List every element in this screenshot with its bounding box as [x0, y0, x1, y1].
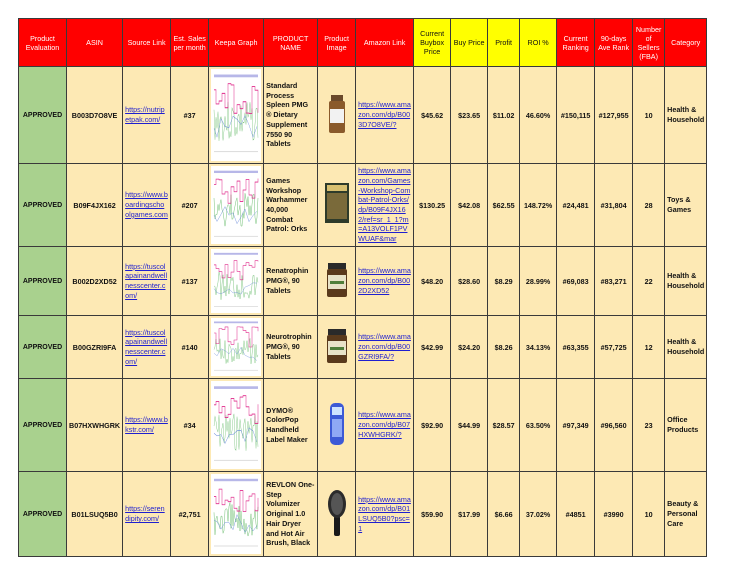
- header-product-name[interactable]: PRODUCT NAME: [264, 19, 318, 67]
- product-image-cell[interactable]: [318, 247, 356, 316]
- asin-cell[interactable]: B00GZRI9FA: [67, 316, 123, 379]
- header-product-image[interactable]: Product Image: [318, 19, 356, 67]
- avg-rank-cell[interactable]: #127,955: [595, 67, 633, 164]
- table-row: [19, 379, 707, 472]
- header-roi[interactable]: ROI %: [520, 19, 557, 67]
- current-ranking-cell[interactable]: #97,349: [557, 379, 595, 472]
- roi-cell[interactable]: 34.13%: [520, 316, 557, 379]
- amazon-link-cell[interactable]: [356, 379, 414, 472]
- source-link[interactable]: https://tuscolapainandwellnesscenter.com/: [125, 327, 168, 366]
- profit-cell[interactable]: $8.29: [488, 247, 520, 316]
- current-ranking-cell[interactable]: #63,355: [557, 316, 595, 379]
- source-link[interactable]: https://www.boardingschoolgames.com: [125, 190, 168, 219]
- sellers-cell[interactable]: 10: [633, 67, 665, 164]
- current-ranking-cell[interactable]: #24,481: [557, 164, 595, 247]
- avg-rank-cell[interactable]: #3990: [595, 472, 633, 557]
- evaluation-cell[interactable]: APPROVED: [19, 316, 67, 379]
- evaluation-cell[interactable]: APPROVED: [19, 164, 67, 247]
- product-image-cell[interactable]: [318, 67, 356, 164]
- profit-cell[interactable]: $62.55: [488, 164, 520, 247]
- asin-cell[interactable]: B07HXWHGRK: [67, 379, 123, 472]
- evaluation-cell[interactable]: APPROVED: [19, 379, 67, 472]
- keepa-graph-image: [211, 474, 261, 554]
- amazon-link[interactable]: https://www.amazon.com/dp/B003D7O8VE/?: [358, 100, 411, 129]
- supplement-bottle-icon: [322, 89, 352, 139]
- category-cell[interactable]: Office Products: [665, 379, 707, 472]
- sellers-cell[interactable]: 28: [633, 164, 665, 247]
- asin-cell[interactable]: B002D2XD52: [67, 247, 123, 316]
- table-row: [19, 472, 707, 557]
- source-link-cell[interactable]: [123, 316, 171, 379]
- table-row: [19, 316, 707, 379]
- est-sales-cell[interactable]: #140: [171, 316, 209, 379]
- keepa-graph-cell[interactable]: [209, 67, 264, 164]
- header-est-sales[interactable]: Est. Sales per month: [171, 19, 209, 67]
- keepa-graph-image: [211, 318, 261, 376]
- buybox-price-cell[interactable]: $59.90: [414, 472, 451, 557]
- label-maker-icon: [322, 399, 352, 449]
- roi-cell[interactable]: 148.72%: [520, 164, 557, 247]
- evaluation-cell[interactable]: APPROVED: [19, 472, 67, 557]
- buybox-price-cell[interactable]: $130.25: [414, 164, 451, 247]
- header-row: [19, 19, 707, 67]
- roi-cell[interactable]: 28.99%: [520, 247, 557, 316]
- sellers-cell[interactable]: 12: [633, 316, 665, 379]
- product-image-cell[interactable]: [318, 164, 356, 247]
- buy-price-cell[interactable]: $17.99: [451, 472, 488, 557]
- current-ranking-cell[interactable]: #4851: [557, 472, 595, 557]
- asin-cell[interactable]: B003D7O8VE: [67, 67, 123, 164]
- table-row: [19, 67, 707, 164]
- header-keepa-graph[interactable]: Keepa Graph: [209, 19, 264, 67]
- product-name-cell[interactable]: Games Workshop Warhammer 40,000 Combat Patrol: Orks: [264, 164, 318, 247]
- buy-price-cell[interactable]: $44.99: [451, 379, 488, 472]
- keepa-graph-cell[interactable]: [209, 316, 264, 379]
- source-link[interactable]: https://nutripetpak.com/: [125, 105, 165, 124]
- product-name-cell[interactable]: REVLON One-Step Volumizer Original 1.0 Hair Dryer and Hot Air Brush, Black: [264, 472, 318, 557]
- current-ranking-cell[interactable]: #150,115: [557, 67, 595, 164]
- buy-price-cell[interactable]: $28.60: [451, 247, 488, 316]
- est-sales-cell[interactable]: #2,751: [171, 472, 209, 557]
- amazon-link-cell[interactable]: [356, 247, 414, 316]
- keepa-graph-cell[interactable]: [209, 472, 264, 557]
- amazon-link-cell[interactable]: [356, 164, 414, 247]
- buy-price-cell[interactable]: $42.08: [451, 164, 488, 247]
- source-link-cell[interactable]: [123, 379, 171, 472]
- evaluation-cell[interactable]: APPROVED: [19, 247, 67, 316]
- table-row: [19, 247, 707, 316]
- amazon-link[interactable]: https://www.amazon.com/dp/B07HXWHGRK/?: [358, 410, 411, 439]
- category-cell[interactable]: Health & Household: [665, 67, 707, 164]
- keepa-graph-image: [211, 69, 261, 161]
- asin-cell[interactable]: B09F4JX162: [67, 164, 123, 247]
- buybox-price-cell[interactable]: $42.99: [414, 316, 451, 379]
- game-box-icon: [322, 179, 352, 229]
- profit-cell[interactable]: $6.66: [488, 472, 520, 557]
- source-link-cell[interactable]: [123, 164, 171, 247]
- roi-cell[interactable]: 37.02%: [520, 472, 557, 557]
- header-current-ranking[interactable]: Current Ranking: [557, 19, 595, 67]
- header-product-evaluation[interactable]: Product Evaluation: [19, 19, 67, 67]
- category-cell[interactable]: Health & Household: [665, 316, 707, 379]
- category-cell[interactable]: Beauty & Personal Care: [665, 472, 707, 557]
- source-link-cell[interactable]: [123, 472, 171, 557]
- amazon-link[interactable]: https://www.amazon.com/Games-Workshop-Combat-Patrol-Orks/dp/B09F4JX162/ref=sr_1_1?m=A13VOLF1PVWUAF&mar: [358, 166, 411, 244]
- evaluation-cell[interactable]: APPROVED: [19, 67, 67, 164]
- table-row: [19, 164, 707, 247]
- avg-rank-cell[interactable]: #57,725: [595, 316, 633, 379]
- est-sales-cell[interactable]: #137: [171, 247, 209, 316]
- buy-price-cell[interactable]: $24.20: [451, 316, 488, 379]
- avg-rank-cell[interactable]: #31,804: [595, 164, 633, 247]
- source-link[interactable]: https://tuscolapainandwellnesscenter.com/: [125, 261, 168, 300]
- supplement-jar-icon: [322, 255, 352, 305]
- keepa-graph-image: [211, 166, 261, 244]
- header-avg-rank-90[interactable]: 90-days Ave Rank: [595, 19, 633, 67]
- source-link[interactable]: https://serendipity.com/: [125, 504, 165, 523]
- avg-rank-cell[interactable]: #96,560: [595, 379, 633, 472]
- profit-cell[interactable]: $8.26: [488, 316, 520, 379]
- product-name-cell[interactable]: Standard Process Spleen PMG ® Dietary Supplement 7550 90 Tablets: [264, 67, 318, 164]
- amazon-link[interactable]: https://www.amazon.com/dp/B002D2XD52: [358, 266, 411, 295]
- header-profit[interactable]: Profit: [488, 19, 520, 67]
- profit-cell[interactable]: $28.57: [488, 379, 520, 472]
- buybox-price-cell[interactable]: $48.20: [414, 247, 451, 316]
- sellers-cell[interactable]: 22: [633, 247, 665, 316]
- profit-cell[interactable]: $11.02: [488, 67, 520, 164]
- buybox-price-cell[interactable]: $92.90: [414, 379, 451, 472]
- source-link-cell[interactable]: [123, 67, 171, 164]
- amazon-link-cell[interactable]: [356, 67, 414, 164]
- asin-cell[interactable]: B01LSUQ5B0: [67, 472, 123, 557]
- keepa-graph-image: [211, 381, 261, 469]
- current-ranking-cell[interactable]: #69,083: [557, 247, 595, 316]
- amazon-link[interactable]: https://www.amazon.com/dp/B01LSUQ5B0?psc=1: [358, 494, 411, 533]
- est-sales-cell[interactable]: #37: [171, 67, 209, 164]
- header-amazon-link[interactable]: Amazon Link: [356, 19, 414, 67]
- product-name-cell[interactable]: DYMO® ColorPop Handheld Label Maker: [264, 379, 318, 472]
- header-asin[interactable]: ASIN: [67, 19, 123, 67]
- amazon-link[interactable]: https://www.amazon.com/dp/B00GZRI9FA/?: [358, 332, 411, 361]
- product-image-cell[interactable]: [318, 472, 356, 557]
- sellers-cell[interactable]: 10: [633, 472, 665, 557]
- buy-price-cell[interactable]: $23.65: [451, 67, 488, 164]
- header-buy-price[interactable]: Buy Price: [451, 19, 488, 67]
- sellers-cell[interactable]: 23: [633, 379, 665, 472]
- header-current-buybox[interactable]: Current Buybox Price: [414, 19, 451, 67]
- product-name-cell[interactable]: Renatrophin PMG®, 90 Tablets: [264, 247, 318, 316]
- header-source-link[interactable]: Source Link: [123, 19, 171, 67]
- keepa-graph-cell[interactable]: [209, 164, 264, 247]
- source-link-cell[interactable]: [123, 247, 171, 316]
- header-category[interactable]: Category: [665, 19, 707, 67]
- hair-brush-icon: [322, 488, 352, 538]
- est-sales-cell[interactable]: #207: [171, 164, 209, 247]
- buybox-price-cell[interactable]: $45.62: [414, 67, 451, 164]
- avg-rank-cell[interactable]: #83,271: [595, 247, 633, 316]
- header-num-sellers[interactable]: Number of Sellers (FBA): [633, 19, 665, 67]
- category-cell[interactable]: Health & Household: [665, 247, 707, 316]
- roi-cell[interactable]: 46.60%: [520, 67, 557, 164]
- amazon-link-cell[interactable]: [356, 316, 414, 379]
- category-cell[interactable]: Toys & Games: [665, 164, 707, 247]
- product-name-cell[interactable]: Neurotrophin PMG®, 90 Tablets: [264, 316, 318, 379]
- amazon-link-cell[interactable]: [356, 472, 414, 557]
- est-sales-cell[interactable]: #34: [171, 379, 209, 472]
- keepa-graph-image: [211, 249, 261, 313]
- source-link[interactable]: https://www.bkstr.com/: [125, 415, 168, 434]
- keepa-graph-cell[interactable]: [209, 379, 264, 472]
- product-image-cell[interactable]: [318, 316, 356, 379]
- product-image-cell[interactable]: [318, 379, 356, 472]
- keepa-graph-cell[interactable]: [209, 247, 264, 316]
- roi-cell[interactable]: 63.50%: [520, 379, 557, 472]
- supplement-jar-icon: [322, 321, 352, 371]
- product-evaluation-table: [18, 18, 707, 557]
